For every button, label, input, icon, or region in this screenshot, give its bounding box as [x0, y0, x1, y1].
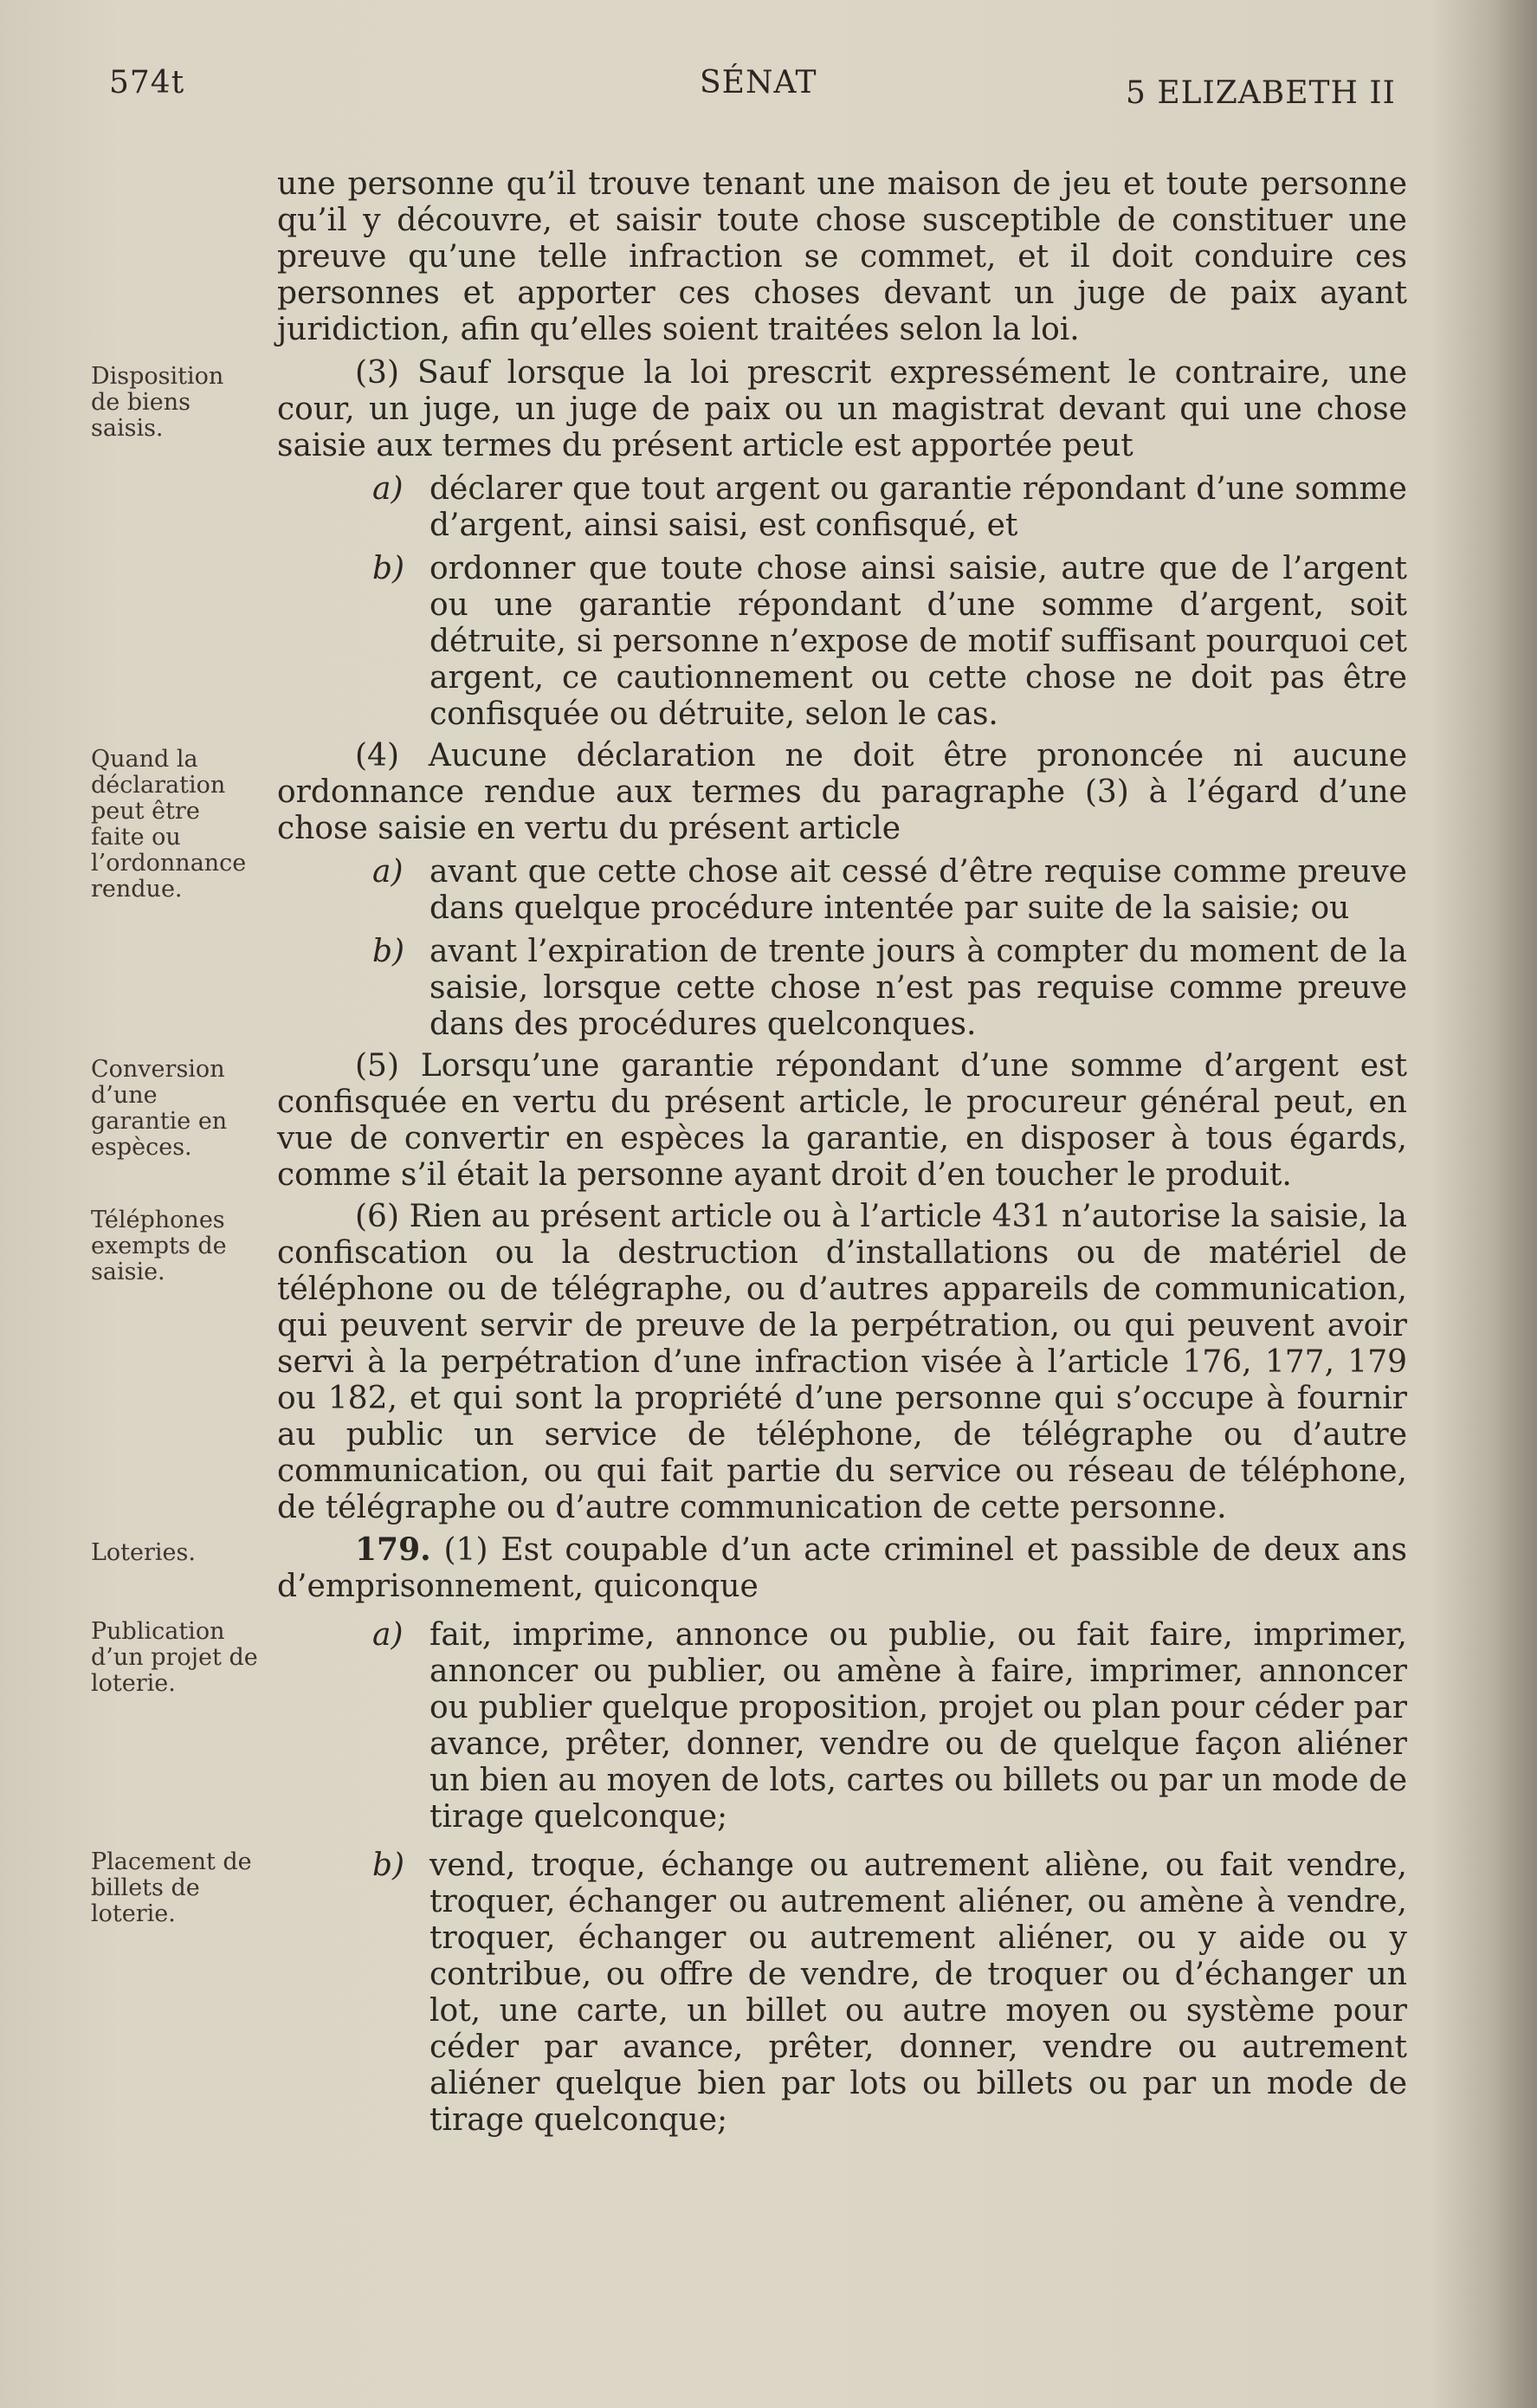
margin-note: Conversion d’une garantie en espèces. — [91, 1056, 228, 1161]
item-label: b) — [372, 1848, 405, 1883]
item-text: avant l’expiration de trente jours à compter du moment de la saisie, lorsque cette chose n’est pas requise comme preuve dans des procédures quelconques. — [429, 934, 1407, 1042]
section-lottery-publication — [0, 1610, 1537, 1835]
paragraph: une personne qu’il trouve tenant une maison de jeu et toute personne qu’il y découvre, et saisir toute chose susceptible de constituer une preuve qu’une telle infraction se commet, et il doit conduire ces personnes et apporter ces choses devant un juge de paix ayant juridiction, afin qu’elles soient traitées selon la loi. — [277, 166, 1407, 347]
chamber-title: SÉNAT — [700, 65, 817, 100]
list-item — [277, 551, 1407, 733]
margin-note: Téléphones exempts de saisie. — [91, 1207, 227, 1285]
section-content — [260, 1199, 1407, 1526]
margin-note: Loteries. — [91, 1539, 196, 1566]
section-content — [260, 166, 1407, 348]
margin-note: Placement de billets de loterie. — [91, 1848, 252, 1927]
item-label: a) — [372, 1617, 404, 1653]
paragraph: (3) Sauf lorsque la loi prescrit expressément le contraire, une cour, un juge, un juge de paix ou un magistrat devant qui une chose saisie aux termes du présent article est apportée peut — [277, 355, 1407, 463]
paragraph — [277, 1531, 1407, 1605]
list-item — [277, 1617, 1407, 1835]
section-conversion — [0, 1048, 1537, 1194]
section-content — [260, 1531, 1407, 1605]
item-text: vend, troque, échange ou autrement aliène, ou fait vendre, troquer, échanger ou autrement aliéner, ou amène à vendre, troquer, échanger ou autrement aliéner, ou y aide ou y contribue, ou offre de vendre, de troquer ou d’échanger un lot, une carte, un billet ou autre moyen ou système pour céder par avance, prêter, donner, vendre ou autrement aliéner quelque bien par lots ou billets ou par un mode de tirage quelconque; — [429, 1848, 1407, 2138]
list-item — [277, 1848, 1407, 2139]
paragraph-text: (1) Est coupable d’un acte criminel et passible de deux ans d’emprisonnement, quiconque — [277, 1532, 1407, 1604]
section-content — [260, 738, 1407, 1043]
item-label: b) — [372, 934, 405, 969]
section-gaming-house — [0, 166, 1537, 348]
section-content — [260, 1048, 1407, 1194]
margin-note: Disposition de biens saisis. — [91, 363, 224, 442]
item-label: a) — [372, 854, 404, 890]
list-item — [277, 471, 1407, 544]
section-content — [260, 1841, 1407, 2139]
list-item — [277, 854, 1407, 927]
page-body — [0, 166, 1537, 2144]
section-content — [260, 355, 1407, 733]
article-number: 179. — [355, 1531, 431, 1568]
paragraph: (5) Lorsqu’une garantie répondant d’une somme d’argent est confisquée en vertu du présent article, le procureur général peut, en vue de convertir en espèces la garantie, en disposer à tous égards, comme s’il était la personne ayant droit d’en toucher le produit. — [277, 1048, 1407, 1193]
margin-note: Publication d’un projet de loterie. — [91, 1618, 258, 1697]
item-text: ordonner que toute chose ainsi saisie, autre que de l’argent ou une garantie répondant d’une somme d’argent, soit détruite, si personne n’expose de motif suffisant pourquoi cet argent, ce cautionnement ou cette chose ne doit pas être confisquée ou détruite, selon le cas. — [429, 551, 1407, 732]
margin-note: Quand la déclaration peut être faite ou l’ordonnance rendue. — [91, 746, 247, 903]
regnal-year: 5 ELIZABETH II — [1126, 75, 1396, 111]
item-text: avant que cette chose ait cessé d’être requise comme preuve dans quelque procédure intentée par suite de la saisie; ou — [429, 854, 1407, 926]
section-content — [260, 1610, 1407, 1835]
item-text: déclarer que tout argent ou garantie répondant d’une somme d’argent, ainsi saisi, est confisqué, et — [429, 471, 1407, 543]
page-header — [0, 65, 1537, 117]
page-number: 574t — [109, 65, 185, 100]
paragraph: (4) Aucune déclaration ne doit être prononcée ni aucune ordonnance rendue aux termes du paragraphe (3) à l’égard d’une chose saisie en vertu du présent article — [277, 738, 1407, 846]
item-text: fait, imprime, annonce ou publie, ou fait faire, imprimer, annoncer ou publier, ou amène à faire, imprimer, annoncer ou publier quelque proposition, projet ou plan pour céder par avance, prêter, donner, vendre ou de quelque façon aliéner un bien au moyen de lots, cartes ou billets ou par un mode de tirage quelconque; — [429, 1617, 1407, 1835]
section-lotteries — [0, 1531, 1537, 1605]
section-ticket-placement — [0, 1841, 1537, 2139]
section-when-declaration — [0, 738, 1537, 1043]
item-label: a) — [372, 471, 404, 507]
section-telephones — [0, 1199, 1537, 1526]
item-label: b) — [372, 551, 405, 586]
margin-note — [0, 166, 260, 348]
section-disposition — [0, 355, 1537, 733]
list-item — [277, 934, 1407, 1043]
paragraph: (6) Rien au présent article ou à l’article 431 n’autorise la saisie, la confiscation ou la destruction d’installations ou de matériel de téléphone ou de télégraphe, ou d’autres appareils de communication, qui peuvent servir de preuve de la perpétration, ou qui peuvent avoir servi à la perpétration d’une infraction visée à l’article 176, 177, 179 ou 182, et qui sont la propriété d’une personne qui s’occupe à fournir au public un service de téléphone, de télégraphe ou d’autre communication, ou qui fait partie du service ou réseau de téléphone, de télégraphe ou d’autre communication de cette personne. — [277, 1199, 1407, 1525]
